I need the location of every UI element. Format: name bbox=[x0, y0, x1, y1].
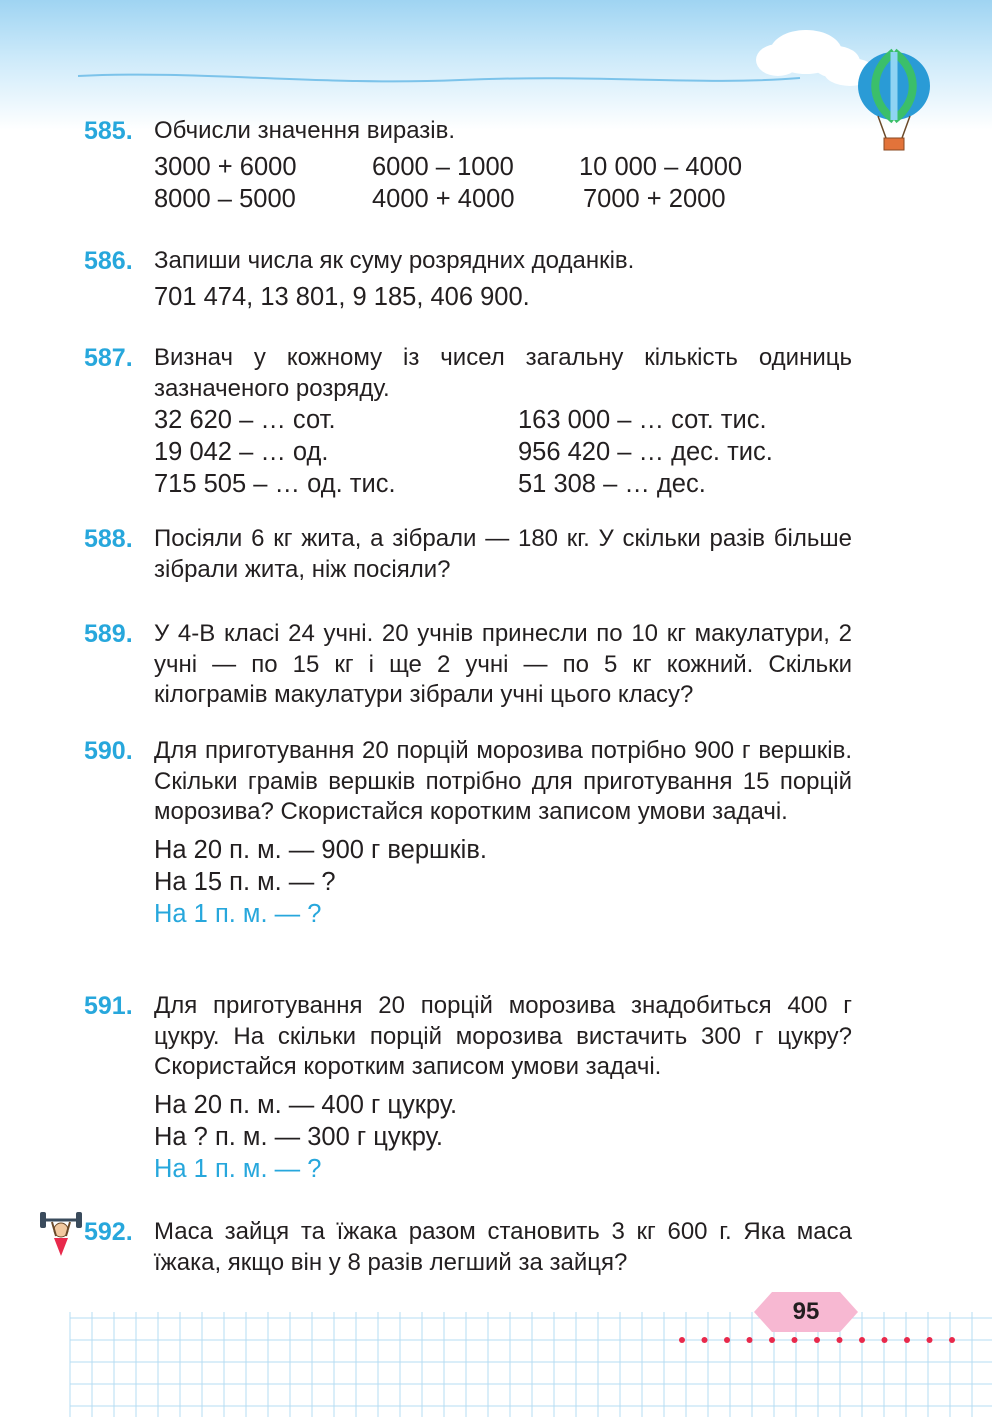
task-text: Запиши числа як суму розрядних доданків. bbox=[154, 247, 635, 274]
task-text: У 4-В класі 24 учні. 20 учнів принесли по 10 кг макулатури, 2 учні — по 15 кг і ще 2 учні — по 5 кг кожний. Скільки кілограмів макулатури зібрали учні цього класу? bbox=[154, 620, 852, 708]
item: 163 000 – … сот. тис. bbox=[518, 406, 767, 434]
hot-air-balloon-icon bbox=[858, 52, 930, 150]
expressions-row bbox=[154, 151, 852, 183]
item: 32 620 – … сот. bbox=[154, 406, 336, 434]
record-line: На 20 п. м. — 400 г цукру. bbox=[154, 1090, 458, 1119]
task-587 bbox=[84, 343, 852, 500]
task-number: 592. bbox=[84, 1218, 133, 1246]
expressions-row bbox=[154, 183, 852, 215]
task-text: Обчисли значення виразів. bbox=[154, 117, 456, 144]
task-text: Для приготування 20 порцій морозива знадобиться 400 г цукру. На скільки порцій морозива вистачить 300 г цукру? Скористайся коротким записом умови задачі. bbox=[154, 992, 852, 1080]
weightlifter-icon bbox=[38, 1208, 84, 1260]
task-number: 589. bbox=[84, 620, 133, 648]
task-592 bbox=[84, 1217, 852, 1278]
task-589 bbox=[84, 619, 852, 711]
hint-line: На 1 п. м. — ? bbox=[154, 899, 322, 928]
task-number: 590. bbox=[84, 737, 133, 765]
record-line: На 20 п. м. — 900 г вершків. bbox=[154, 835, 487, 864]
task-text: Визнач у кожному із чисел загальну кількість одиниць зазначеного розряду. bbox=[154, 344, 852, 402]
items-row bbox=[154, 468, 852, 500]
hint-line: На 1 п. м. — ? bbox=[154, 1154, 322, 1183]
dots-row bbox=[670, 1330, 970, 1350]
task-588 bbox=[84, 524, 852, 585]
task-text: Для приготування 20 порцій морозива потрібно 900 г вершків. Скільки грамів вершків потрібно для приготування 15 порцій морозива? Скористайся коротким записом умови задачі. bbox=[154, 737, 852, 825]
expression: 10 000 – 4000 bbox=[579, 152, 743, 181]
expression: 4000 + 4000 bbox=[372, 184, 515, 213]
numbers-line: 701 474, 13 801, 9 185, 406 900. bbox=[154, 282, 530, 311]
item: 19 042 – … од. bbox=[154, 438, 329, 466]
expression: 8000 – 5000 bbox=[154, 184, 296, 213]
record-line: На 15 п. м. — ? bbox=[154, 867, 336, 896]
expression: 6000 – 1000 bbox=[372, 152, 514, 181]
item: 956 420 – … дес. тис. bbox=[518, 438, 773, 466]
items-row bbox=[154, 436, 852, 468]
cloud-icon bbox=[756, 30, 876, 86]
item: 715 505 – … од. тис. bbox=[154, 470, 396, 498]
item: 51 308 – … дес. bbox=[518, 470, 706, 498]
page-number: 95 bbox=[792, 1298, 820, 1325]
expression: 3000 + 6000 bbox=[154, 152, 297, 181]
task-number: 588. bbox=[84, 525, 133, 553]
record-line: На ? п. м. — 300 г цукру. bbox=[154, 1122, 443, 1151]
task-text: Маса зайця та їжака разом становить 3 кг 600 г. Яка маса їжака, якщо він у 8 разів легший за зайця? bbox=[154, 1218, 852, 1276]
expression: 7000 + 2000 bbox=[583, 184, 726, 213]
task-number: 591. bbox=[84, 992, 133, 1020]
task-590 bbox=[84, 736, 852, 930]
task-586 bbox=[84, 246, 852, 313]
task-585 bbox=[84, 116, 852, 215]
task-number: 586. bbox=[84, 247, 133, 275]
task-number: 587. bbox=[84, 344, 133, 372]
task-591 bbox=[84, 991, 852, 1185]
items-row bbox=[154, 404, 852, 436]
task-text: Посіяли 6 кг жита, а зібрали — 180 кг. У скільки разів більше зібрали жита, ніж посіяли? bbox=[154, 525, 852, 583]
task-number: 585. bbox=[84, 117, 133, 145]
